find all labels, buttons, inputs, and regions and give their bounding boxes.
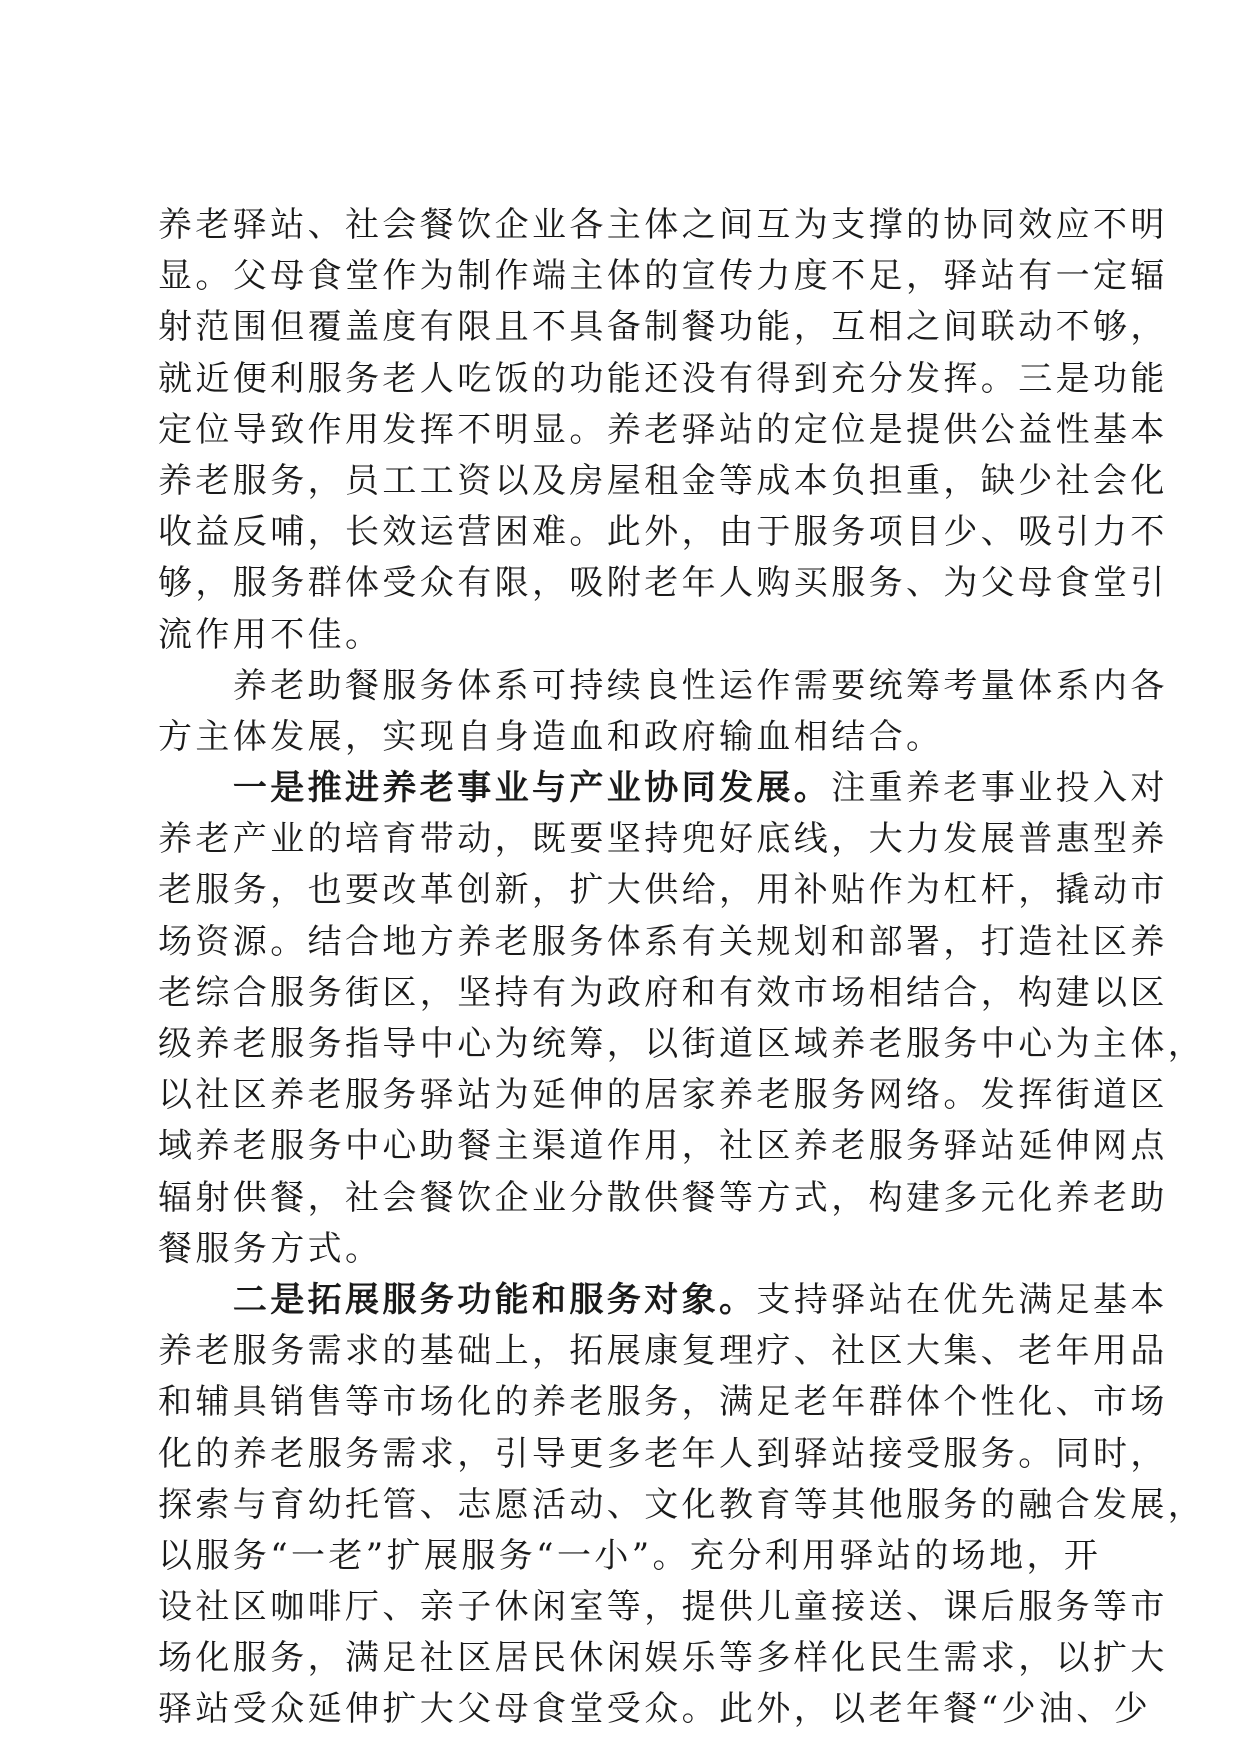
- text-segment: 养老驿站、社会餐饮企业各主体之间互为支撑的协同效应不明: [158, 205, 1168, 245]
- text-segment: 射范围但覆盖度有限且不具备制餐功能，互相之间联动不够，: [158, 307, 1168, 348]
- text-line: [158, 1582, 1168, 1633]
- text-segment: 驿站受众延伸扩大父母食堂受众。此外，以老年餐“少油、少: [158, 1689, 1152, 1730]
- text-line: [158, 1070, 1168, 1121]
- text-segment: 化的养老服务需求，引导更多老年人到驿站接受服务。同时，: [158, 1433, 1168, 1474]
- text-segment: 养老助餐服务体系可持续良性运作需要统筹考量体系内各: [158, 665, 1168, 706]
- paragraph: [158, 200, 1168, 661]
- text-segment: 老综合服务街区，坚持有为政府和有效市场相结合，构建以区: [158, 972, 1168, 1013]
- text-line: [158, 302, 1168, 353]
- text-line: [158, 1224, 1086, 1275]
- text-line: [158, 1684, 1152, 1735]
- text-segment: 域养老服务中心助餐主渠道作用，社区养老服务驿站延伸网点: [158, 1126, 1168, 1167]
- text-line: [158, 1531, 1102, 1582]
- text-line: [158, 200, 1168, 251]
- text-line: [158, 712, 1086, 763]
- text-line: [158, 1275, 1168, 1326]
- text-segment: [158, 768, 233, 808]
- text-line: [158, 763, 1168, 814]
- text-line: [158, 1173, 1168, 1224]
- text-line: [158, 558, 1168, 609]
- text-segment: 和辅具销售等市场化的养老服务，满足老年群体个性化、市场: [158, 1382, 1168, 1423]
- text-segment: 就近便利服务老人吃饭的功能还没有得到充分发挥。三是功能: [158, 358, 1168, 399]
- text-segment: 养老服务，员工工资以及房屋租金等成本负担重，缺少社会化: [158, 460, 1168, 501]
- text-segment: 够，服务群体受众有限，吸附老年人购买服务、为父母食堂引: [158, 563, 1168, 604]
- text-segment: 注重养老事业投入对: [831, 768, 1168, 809]
- text-line: [158, 1019, 1206, 1070]
- text-segment: 显。父母食堂作为制作端主体的宣传力度不足，驿站有一定辐: [158, 256, 1168, 297]
- text-segment: 级养老服务指导中心为统筹，以街道区域养老服务中心为主体，: [158, 1024, 1206, 1064]
- text-segment: 设社区咖啡厅、亲子休闲室等，提供儿童接送、课后服务等市: [158, 1587, 1168, 1628]
- text-segment: 支持驿站在优先满足基本: [756, 1279, 1168, 1320]
- text-line: [158, 814, 1168, 865]
- text-segment: 辐射供餐，社会餐饮企业分散供餐等方式，构建多元化养老助: [158, 1177, 1168, 1218]
- text-line: [158, 968, 1168, 1019]
- text-line: [158, 1326, 1168, 1377]
- text-segment: 以社区养老服务驿站为延伸的居家养老服务网络。发挥街道区: [158, 1075, 1168, 1116]
- text-line: [158, 661, 1168, 712]
- text-line: [158, 456, 1168, 507]
- text-segment: 餐服务方式。: [158, 1228, 383, 1269]
- text-segment: 老服务，也要改革创新，扩大供给，用补贴作为杠杆，撬动市: [158, 870, 1168, 911]
- document-page: [158, 200, 1206, 1736]
- text-segment: 以服务“一老”扩展服务“一小”。充分利用驿站的场地，开: [158, 1535, 1102, 1576]
- text-line: [158, 1480, 1206, 1531]
- text-segment: 养老服务需求的基础上，拓展康复理疗、社区大集、老年用品: [158, 1331, 1168, 1372]
- text-segment: 流作用不佳。: [158, 614, 383, 655]
- paragraph: [158, 763, 1206, 1275]
- text-segment: 场资源。结合地方养老服务体系有关规划和部署，打造社区养: [158, 921, 1168, 962]
- text-line: [158, 405, 1168, 456]
- text-line: [158, 251, 1168, 302]
- text-line: [158, 1429, 1168, 1480]
- text-segment: [158, 1280, 233, 1320]
- bold-lead-phrase: 一是推进养老事业与产业协同发展。: [232, 768, 832, 809]
- text-line: [158, 917, 1168, 968]
- text-line: [158, 507, 1168, 558]
- text-segment: 方主体发展，实现自身造血和政府输血相结合。: [158, 716, 944, 757]
- text-line: [158, 1377, 1168, 1428]
- bold-lead-phrase: 二是拓展服务功能和服务对象。: [232, 1279, 757, 1320]
- text-segment: 场化服务，满足社区居民休闲娱乐等多样化民生需求，以扩大: [158, 1638, 1168, 1679]
- paragraph: [158, 1275, 1206, 1736]
- text-line: [158, 1121, 1168, 1172]
- text-line: [158, 354, 1168, 405]
- text-line: [158, 1633, 1168, 1684]
- text-segment: 收益反哺，长效运营困难。此外，由于服务项目少、吸引力不: [158, 512, 1168, 553]
- text-segment: 定位导致作用发挥不明显。养老驿站的定位是提供公益性基本: [158, 409, 1168, 450]
- paragraph: [158, 661, 1168, 763]
- text-line: [158, 610, 1086, 661]
- text-segment: 探索与育幼托管、志愿活动、文化教育等其他服务的融合发展，: [158, 1484, 1206, 1525]
- text-segment: 养老产业的培育带动，既要坚持兜好底线，大力发展普惠型养: [158, 819, 1168, 860]
- text-line: [158, 865, 1168, 916]
